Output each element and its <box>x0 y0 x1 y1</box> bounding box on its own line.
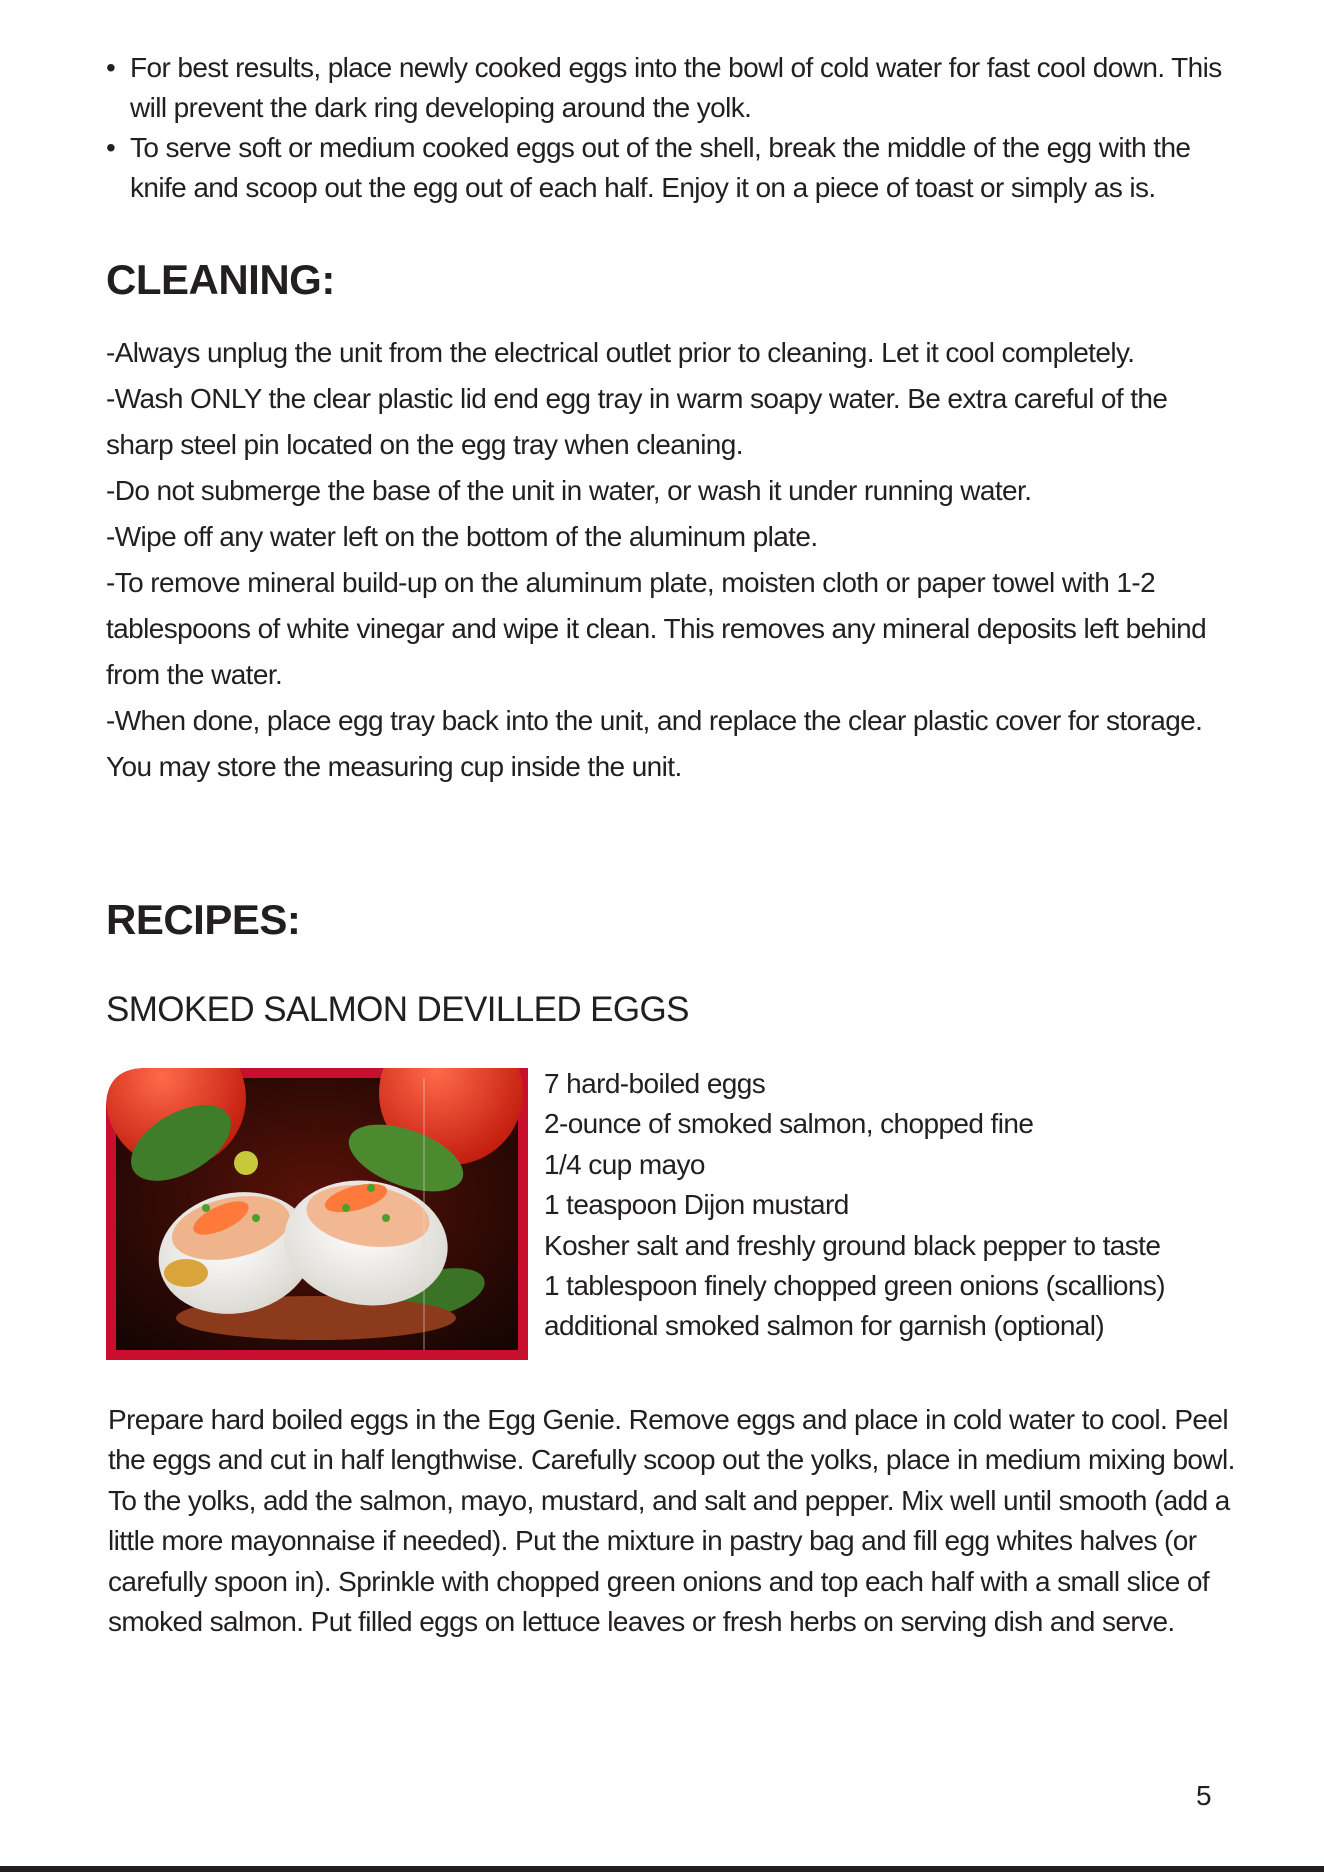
page-number: 5 <box>1196 1780 1212 1811</box>
ingredients-list <box>544 1064 1165 1347</box>
bullet-icon: • <box>106 52 116 83</box>
tips-list <box>106 48 1236 208</box>
ingredient-item: additional smoked salmon for garnish (optional) <box>544 1310 1105 1342</box>
cleaning-item: -Always unplug the unit from the electrical outlet prior to cleaning. Let it cool completely. <box>106 337 1135 368</box>
recipe-method: Prepare hard boiled eggs in the Egg Genie. Remove eggs and place in cold water to cool. Peel the eggs and cut in half lengthwise. Carefully scoop out the yolks, place in medium mixing bowl. To the yolks, add the salmon, mayo, mustard, and salt and pepper. Mix well until smooth (add a little more mayonnaise if needed). Put the mixture in pastry bag and fill egg whites halves (or carefully spoon in). Sprinkle with chopped green onions and top each half with a small slice of smoked salmon. Put filled eggs on lettuce leaves or fresh herbs on serving dish and serve. <box>108 1404 1235 1638</box>
ingredient-item: 1/4 cup mayo <box>544 1148 705 1180</box>
tip-text: For best results, place newly cooked eggs into the bowl of cold water for fast cool down. This will prevent the dark ring developing around the yolk. <box>130 52 1222 123</box>
bottom-divider <box>0 1866 1324 1872</box>
tip-item <box>106 128 1236 208</box>
cleaning-item: -Do not submerge the base of the unit in water, or wash it under running water. <box>106 475 1032 506</box>
bullet-icon: • <box>106 132 116 163</box>
tip-item <box>106 48 1236 128</box>
cleaning-item: -When done, place egg tray back into the unit, and replace the clear plastic cover for storage. You may store the measuring cup inside the unit. <box>106 705 1203 782</box>
cleaning-item: -To remove mineral build-up on the aluminum plate, moisten cloth or paper towel with 1-2 tablespoons of white vinegar and wipe it clean. This removes any mineral deposits left behind from the water. <box>106 567 1207 690</box>
ingredient-item: 2-ounce of smoked salmon, chopped fine <box>544 1108 1034 1140</box>
tip-text: To serve soft or medium cooked eggs out of the shell, break the middle of the egg with the knife and scoop out the egg out of each half. Enjoy it on a piece of toast or simply as is. <box>130 132 1191 203</box>
ingredient-item: 1 tablespoon finely chopped green onions (scallions) <box>544 1270 1166 1302</box>
ingredient-item: Kosher salt and freshly ground black pepper to taste <box>544 1229 1161 1261</box>
recipe-title: SMOKED SALMON DEVILLED EGGS <box>106 990 689 1029</box>
cleaning-list <box>106 330 1236 790</box>
recipes-heading: RECIPES: <box>106 896 301 943</box>
deviled-eggs-photo <box>106 1068 528 1360</box>
ingredient-item: 1 teaspoon Dijon mustard <box>544 1189 849 1221</box>
ingredient-item: 7 hard-boiled eggs <box>544 1068 766 1099</box>
cleaning-item: -Wash ONLY the clear plastic lid end egg tray in warm soapy water. Be extra careful of the sharp steel pin located on the egg tray when cleaning. <box>106 383 1168 460</box>
cleaning-heading: CLEANING: <box>106 256 335 303</box>
cleaning-item: -Wipe off any water left on the bottom of the aluminum plate. <box>106 521 818 552</box>
